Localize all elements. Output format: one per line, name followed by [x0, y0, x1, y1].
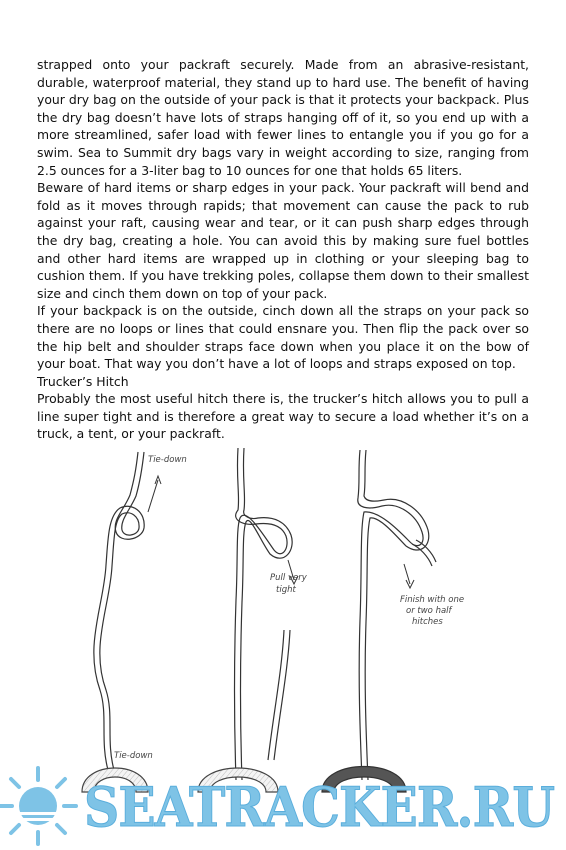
- label-or-two-half: or two half: [406, 606, 452, 616]
- document-body: [37, 56, 529, 443]
- paragraph-backpack-outside: If your backpack is on the outside, cinch down all the straps on your pack so there are no loops or lines that could ensnare you. Then flip the pack over so the hip belt and shoulder straps face down when you place it on the bow of your boat. That way you don’t have a lot of loops and straps exposed on top.: [37, 303, 529, 372]
- knot-step-1: [82, 452, 161, 792]
- label-pull-very: Pull very: [270, 573, 307, 583]
- label-hitches: hitches: [412, 617, 443, 627]
- label-tie-down-top: Tie-down: [148, 455, 187, 465]
- knot-step-2: [198, 448, 298, 792]
- label-tight: tight: [276, 585, 296, 595]
- truckers-hitch-illustration: [60, 440, 530, 800]
- watermark-text: SEATRACKER.RU: [84, 775, 554, 839]
- watermark-graphic: [0, 760, 566, 850]
- sun-icon: [0, 768, 76, 844]
- paragraph-dry-bags: strapped onto your packraft securely. Made from an abrasive-resistant, durable, waterproof material, they stand up to hard use. The benefit of having your dry bag on the outside of your pack is that it protects your backpack. Plus the dry bag doesn’t have lots of straps hanging off of it, so you end up with a more streamlined, safer load with fewer lines to entangle you if you go for a swim. Sea to Summit dry bags vary in weight according to size, ranging from 2.5 ounces for a 3-liter bag to 10 ounces for one that holds 65 liters.: [37, 57, 529, 178]
- knot-drawings: [60, 440, 530, 800]
- paragraph-hard-items: Beware of hard items or sharp edges in your pack. Your packraft will bend and fold as it moves through rapids; that movement can cause the pack to rub against your raft, causing wear and tear, or it can push sharp edges through the dry bag, creating a hole. You can avoid this by making sure fuel bottles and other hard items are wrapped up in clothing or your sleeping bag to cushion them. If you have trekking poles, collapse them down to their smallest size and cinch them down on top of your pack.: [37, 180, 529, 301]
- watermark: [0, 760, 566, 850]
- section-heading: Trucker’s Hitch: [37, 373, 129, 389]
- label-finish-with: Finish with one: [400, 595, 465, 605]
- paragraph-truckers-hitch: Probably the most useful hitch there is, the trucker’s hitch allows you to pull a line super tight and is therefore a great way to secure a load whether it’s on a truck, a tent, or your packraft.: [37, 391, 529, 442]
- label-tie-down-bottom: Tie-down: [114, 751, 153, 761]
